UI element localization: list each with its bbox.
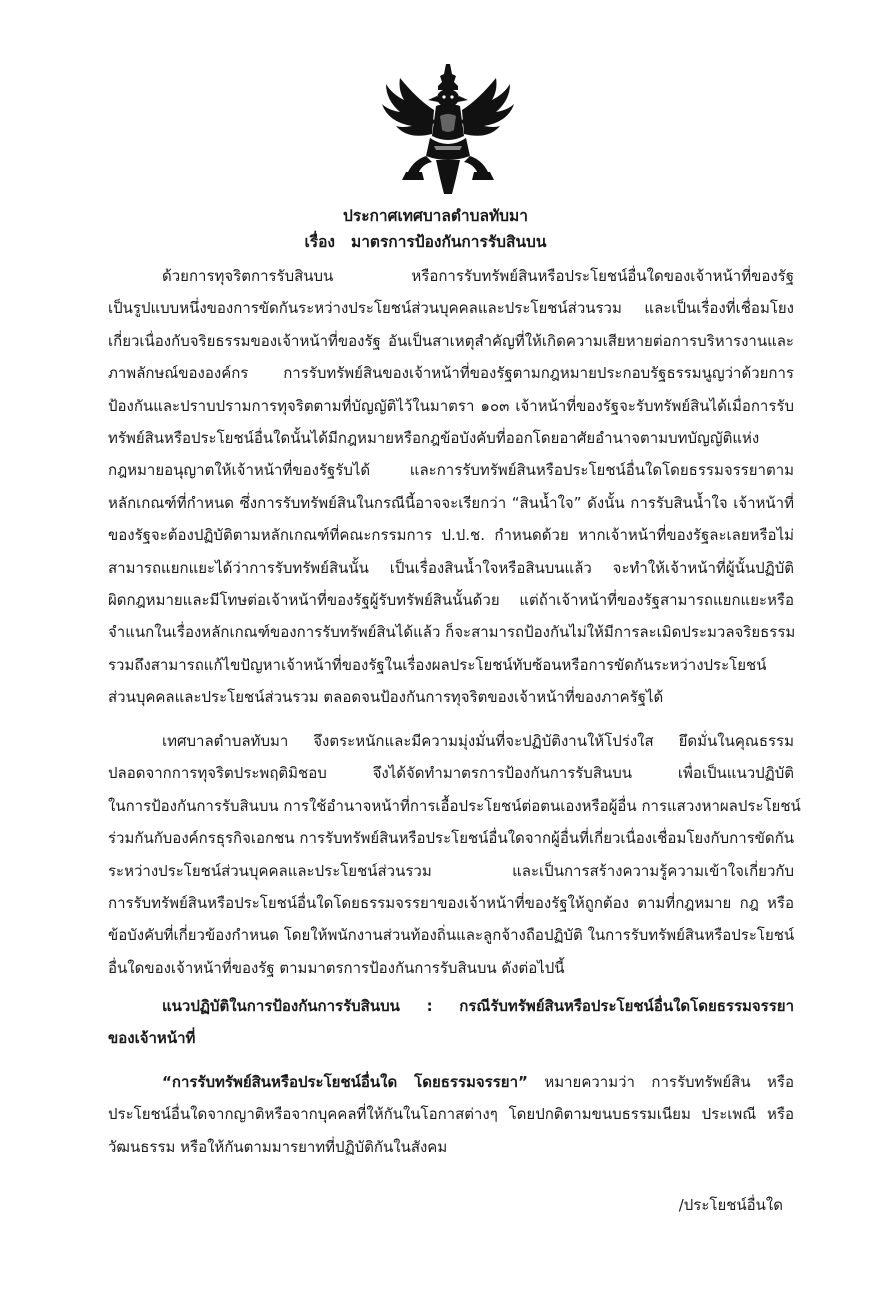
paragraph-bribery-background bbox=[108, 260, 794, 713]
paragraph-line: อื่นใดของเจ้าหน้าที่ของรัฐ ตามมาตรการป้องกันการรับสินบน ดังต่อไปนี้ bbox=[108, 958, 565, 977]
definition-first-line bbox=[108, 1066, 794, 1098]
definition-text: หมายความว่า การรับทรัพย์สิน หรือ bbox=[527, 1073, 795, 1091]
paragraph-line: เป็นรูปแบบหนึ่งของการขัดกันระหว่างประโยชน์ส่วนบุคคลและประโยชน์ส่วนรวม และเป็นเรื่องที่เชื่อมโยง bbox=[108, 299, 794, 318]
heading-line: ของเจ้าหน้าที่ bbox=[108, 1029, 196, 1048]
paragraph-line: สามารถแยกแยะได้ว่าการรับทรัพย์สินนั้น เป็นเรื่องสินน้ำใจหรือสินบนแล้ว จะทำให้เจ้าหน้าที่ผู้นั้นปฏิบัติ bbox=[108, 558, 794, 577]
paragraph-line: รวมถึงสามารถแก้ไขปัญหาเจ้าหน้าที่ของรัฐในเรื่องผลประโยชน์ทับซ้อนหรือการขัดกันระหว่างประโยชน์ bbox=[108, 655, 767, 674]
paragraph-line: กฎหมายอนุญาตให้เจ้าหน้าที่ของรัฐรับได้ และการรับทรัพย์สินหรือประโยชน์อื่นใดโดยธรรมจรรยาตาม bbox=[108, 461, 794, 480]
heading-line: แนวปฏิบัติในการป้องกันการรับสินบน : กรณีรับทรัพย์สินหรือประโยชน์อื่นใดโดยธรรมจรรยา bbox=[162, 997, 794, 1015]
garuda-emblem-icon bbox=[378, 60, 518, 200]
paragraph-line: ด้วยการทุจริตการรับสินบน หรือการรับทรัพย์สินหรือประโยชน์อื่นใดของเจ้าหน้าที่ของรัฐ bbox=[162, 267, 794, 285]
announcement-title: ประกาศเทศบาลตำบลทับมา bbox=[343, 207, 528, 225]
paragraph-line: ทรัพย์สินหรือประโยชน์อื่นใดนั้นได้มีกฎหมายหรือกฎข้อบังคับที่ออกโดยอาศัยอำนาจตามบทบัญญัติแห่ง bbox=[108, 428, 760, 447]
paragraph-line: ข้อบังคับที่เกี่ยวข้องกำหนด โดยให้พนักงานส่วนท้องถิ่นและลูกจ้างถือปฏิบัติ ในการรับทรัพย์สินหรือประโยชน์ bbox=[108, 926, 795, 945]
paragraph-definition bbox=[108, 1066, 794, 1163]
paragraph-line: ประโยชน์อื่นใดจากญาติหรือจากบุคคลที่ให้กันในโอกาสต่างๆ โดยปกติตามขนบธรรมเนียม ประเพณี หรือ bbox=[108, 1105, 794, 1124]
paragraph-line: เทศบาลตำบลทับมา จึงตระหนักและมีความมุ่งมั่นที่จะปฏิบัติงานให้โปร่งใส ยึดมั่นในคุณธรรม bbox=[162, 732, 794, 750]
paragraph-line: การรับทรัพย์สินหรือประโยชน์อื่นใดโดยธรรมจรรยาของเจ้าหน้าที่ของรัฐให้ถูกต้อง ตามที่กฎหมาย กฎ หรือ bbox=[108, 893, 794, 912]
paragraph-line: วัฒนธรรม หรือให้กันตามมารยาทที่ปฏิบัติกันในสังคม bbox=[108, 1137, 448, 1156]
paragraph-line: ร่วมกันกับองค์กรธุรกิจเอกชน การรับทรัพย์สินหรือประโยชน์อื่นใดจากผู้อื่นที่เกี่ยวเนื่องเชื่อมโยงกับการขัดกัน bbox=[108, 829, 794, 848]
paragraph-line: ส่วนบุคคลและประโยชน์ส่วนรวม ตลอดจนป้องกันการทุจริตของเจ้าหน้าที่ของภาครัฐได้ bbox=[108, 688, 664, 707]
paragraph-line: จำแนกในเรื่องหลักเกณฑ์ของการรับทรัพย์สินได้แล้ว ก็จะสามารถป้องกันไม่ให้มีการละเมิดประมวลจริยธรรม bbox=[108, 623, 796, 642]
subject-label: เรื่อง bbox=[304, 233, 335, 251]
announcement-title-block bbox=[0, 203, 871, 255]
paragraph-line: ผิดกฎหมายและมีโทษต่อเจ้าหน้าที่ของรัฐผู้รับทรัพย์สินนั้นด้วย แต่ถ้าเจ้าหน้าที่ของรัฐสามารถแยกแยะหรือ bbox=[108, 590, 794, 609]
paragraph-municipality-commitment bbox=[108, 725, 801, 984]
paragraph-line: เกี่ยวเนื่องกับจริยธรรมของเจ้าหน้าที่ของรัฐ อันเป็นสาเหตุสำคัญที่ให้เกิดความเสียหายต่อการบริหารงานและ bbox=[108, 331, 794, 350]
guideline-heading bbox=[108, 990, 794, 1055]
subject-text: มาตรการป้องกันการรับสินบน bbox=[351, 233, 547, 251]
paragraph-line: ป้องกันและปราบปรามการทุจริตตามที่บัญญัติไว้ในมาตรา ๑๐๓ เจ้าหน้าที่ของรัฐจะรับทรัพย์สินได้เมื่อการรับ bbox=[108, 396, 794, 415]
defined-term: “การรับทรัพย์สินหรือประโยชน์อื่นใด โดยธรรมจรรยา” bbox=[162, 1073, 528, 1091]
paragraph-line: ระหว่างประโยชน์ส่วนบุคคลและประโยชน์ส่วนรวม และเป็นการสร้างความรู้ความเข้าใจเกี่ยวกับ bbox=[108, 861, 794, 880]
paragraph-line: ปลอดจากการทุจริตประพฤติมิชอบ จึงได้จัดทำมาตรการป้องกันการรับสินบน เพื่อเป็นแนวปฏิบัติ bbox=[108, 764, 794, 783]
paragraph-line: ภาพลักษณ์ขององค์กร การรับทรัพย์สินของเจ้าหน้าที่ของรัฐตามกฎหมายประกอบรัฐธรรมนูญว่าด้วยการ bbox=[108, 364, 794, 383]
paragraph-line: ของรัฐจะต้องปฏิบัติตามหลักเกณฑ์ที่คณะกรรมการ ป.ป.ช. กำหนดด้วย หากเจ้าหน้าที่ของรัฐละเลยหรือไม่ bbox=[108, 526, 794, 545]
paragraph-line: หลักเกณฑ์ที่กำหนด ซึ่งการรับทรัพย์สินในกรณีนี้อาจจะเรียกว่า “สินน้ำใจ” ดังนั้น การรับสินน้ำใจ เจ้าหน้าที่ bbox=[108, 493, 794, 512]
announcement-subject-line bbox=[0, 229, 871, 255]
continuation-marker: /ประโยชน์อื่นใด bbox=[678, 1196, 783, 1214]
paragraph-line: ในการป้องกันการรับสินบน การใช้อำนาจหน้าที่การเอื้อประโยชน์ต่อตนเองหรือผู้อื่น การแสวงหาผลประโยชน์ bbox=[108, 796, 801, 815]
